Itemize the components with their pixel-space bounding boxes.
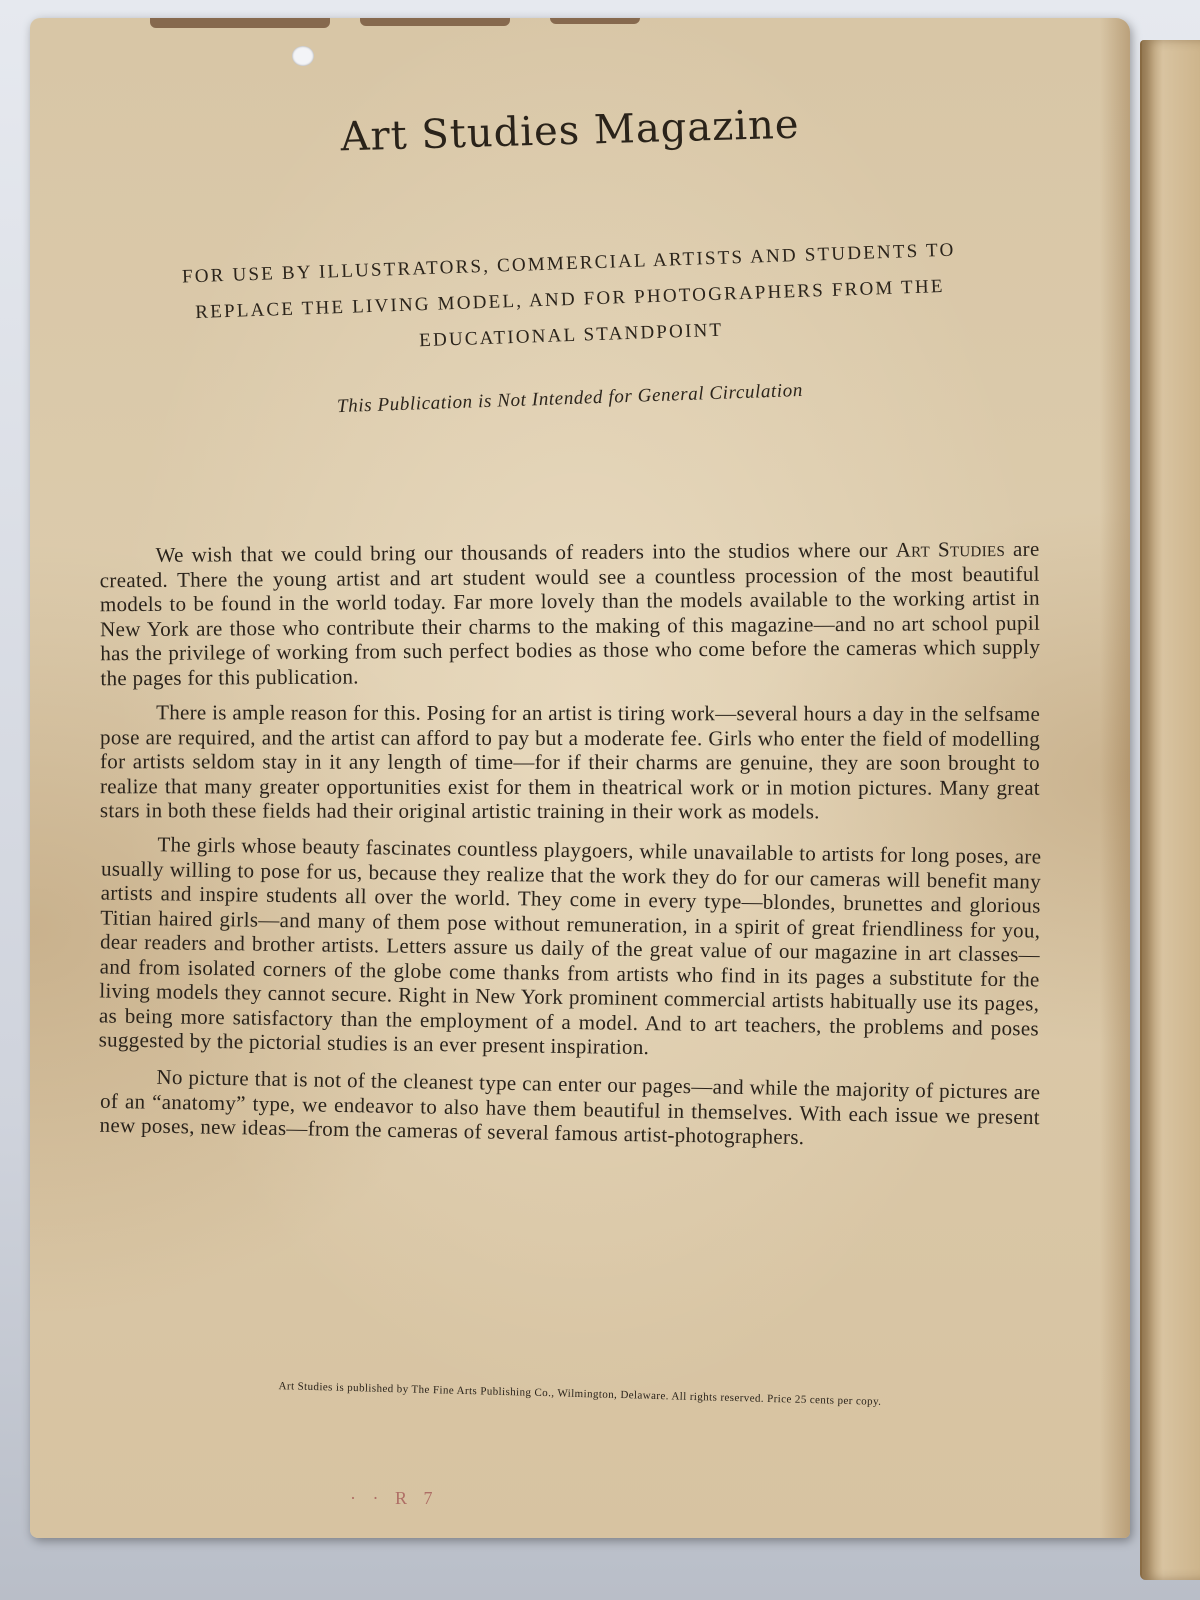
subtitle-line: EDUCATIONAL STANDPOINT [418, 319, 724, 352]
paragraph: The girls whose beauty fascinates countless playgoers, while unavailable to artists for long poses, are usually willing to pose for us, because they realize that the work they do for our cameras will benefit many artists and inspire students all over the world. They come in every type—blondes, brunettes and glorious Titian haired girls—and many of them pose without remuneration, in a spirit of great friendliness for you, dear readers and brother artists. Letters assure us daily of the great value of our magazine in art classes—and from isolated corners of the globe come thanks from artists who find in its pages a substitute for the living models they cannot secure. Right in New York prominent commercial artists habitually use its pages, as being more satisfactory than the employment of a model. And to art teachers, the problems and poses suggested by the pictorial studies is an ever present inspiration. [98, 831, 1042, 1059]
paragraph-text: are created. There the young artist and art student would see a countless procession of the most beautiful models to be found in the world today. Far more lovely than the models available to the working artist in New York are those who contribute their charms to the making of this magazine—and no art school pupil has the privilege of working from such perfect bodies as those who come before the cameras which supply the pages for this publication. [99, 536, 1041, 690]
torn-edge [360, 18, 510, 26]
stray-marks: · · R 7 [350, 1488, 439, 1508]
paragraph-text: We wish that we could bring our thousands of readers into the studios where our [155, 537, 896, 567]
paragraph: No picture that is not of the cleanest type can enter our pages—and while the majority of pictures are of an “anatomy” type, we endeavor to also have them beautiful in themselves. With each issue we present new poses, new ideas—from the cameras of several famous artist-photographers. [99, 1064, 1041, 1150]
paragraph: There is ample reason for this. Posing for an artist is tiring work—several hours a day in the selfsame pose are required, and the artist can afford to pay but a moderate fee. Girls who enter the field of modelling for artists seldom stay in it any length of time—for if their charms are genuine, they are soon brought to realize that many greater opportunities exist for them in theatrical work or in motion pictures. Many great stars in both these fields had their original artistic training in their work as models. [99, 700, 1041, 824]
torn-edge [150, 18, 330, 28]
magazine-page [30, 18, 1130, 1538]
punch-hole [292, 46, 314, 66]
page-content [98, 101, 1042, 1160]
subtitle [98, 230, 1041, 371]
publisher-footer: Art Studies is published by The Fine Arts Publishing Co., Wilmington, Delaware. All rights reserved. Price 25 cents per copy. [278, 1380, 882, 1408]
subtitle-line: REPLACE THE LIVING MODEL, AND FOR PHOTOGRAPHERS FROM THE [194, 275, 945, 324]
torn-edge [550, 18, 640, 24]
circulation-notice: This Publication is Not Intended for General Circulation [336, 379, 804, 418]
page-shading [1100, 18, 1130, 1538]
adjacent-page-edge [1140, 40, 1200, 1580]
paragraph [99, 537, 1040, 691]
publication-name: Art Studies [895, 536, 1006, 562]
page-title: Art Studies Magazine [339, 101, 801, 161]
body-text [98, 536, 1042, 1150]
subtitle-line: FOR USE BY ILLUSTRATORS, COMMERCIAL ARTISTS AND STUDENTS TO [181, 239, 956, 288]
